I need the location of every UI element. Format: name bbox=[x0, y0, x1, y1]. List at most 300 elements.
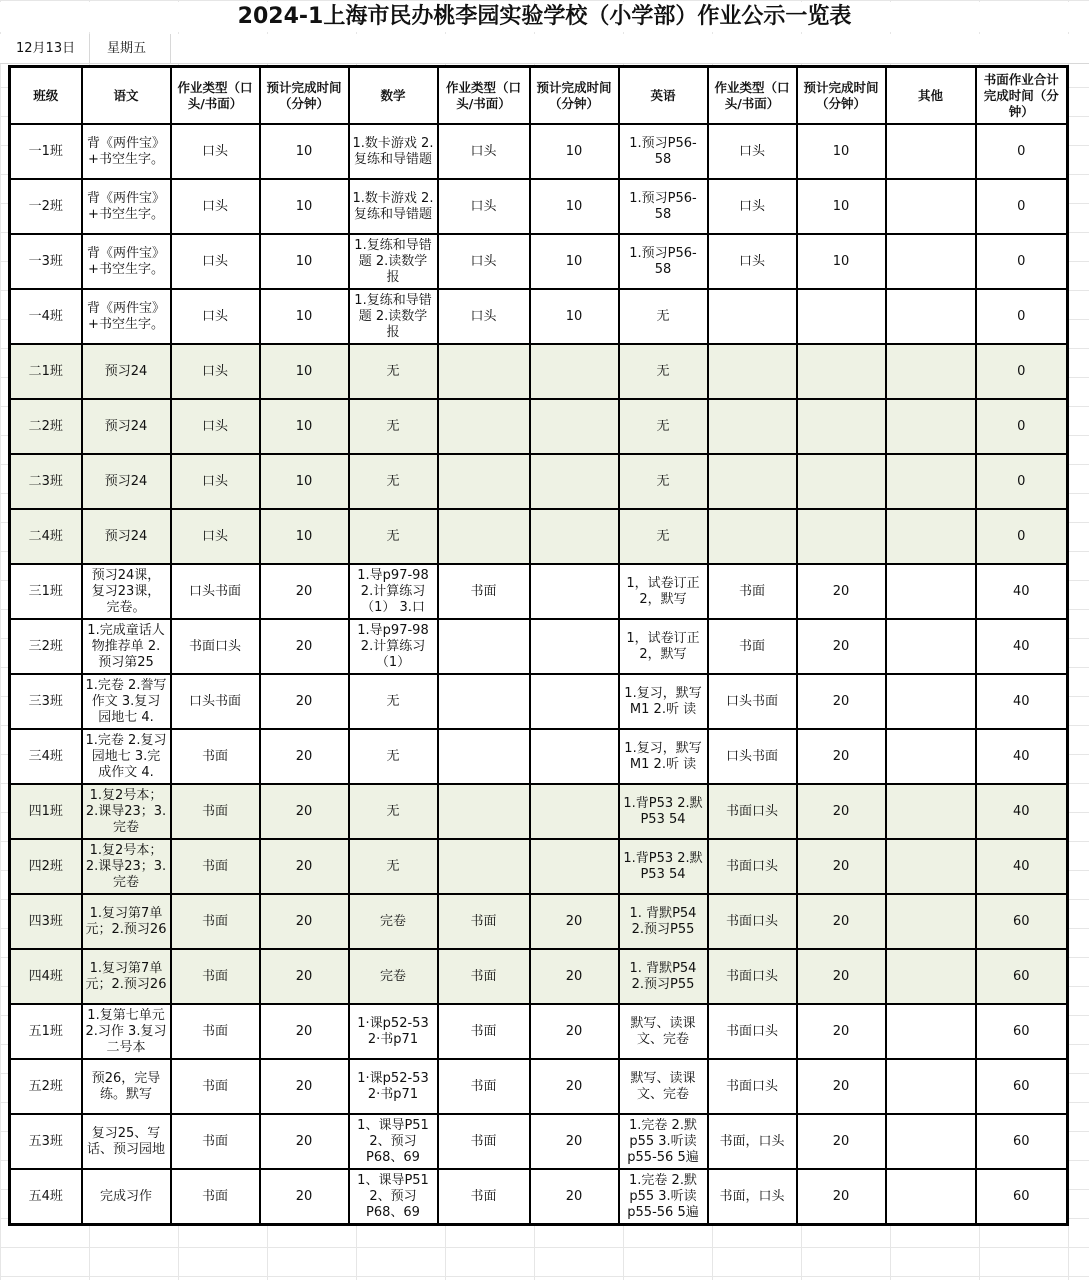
total-time-cell-text: 60 bbox=[1012, 1133, 1030, 1149]
total-time-cell bbox=[976, 894, 1068, 949]
math-time-cell-text: 20 bbox=[565, 1078, 583, 1094]
math-time-cell-text: 20 bbox=[565, 1133, 583, 1149]
english-cell bbox=[619, 674, 708, 729]
total-time-cell-text: 40 bbox=[1012, 583, 1030, 599]
other-cell bbox=[886, 1004, 976, 1059]
chinese-time-cell-text: 20 bbox=[295, 693, 313, 709]
chinese-time-header: 预计完成时间（分钟） bbox=[260, 67, 349, 125]
chinese-cell-text: 1.复2号本；2.课导23；3.完卷 bbox=[85, 842, 167, 890]
chinese-cell-text: 1.复2号本；2.课导23；3.完卷 bbox=[85, 787, 167, 835]
math-time-cell bbox=[530, 619, 619, 674]
chinese-type-cell bbox=[171, 1004, 260, 1059]
math-cell-text: 1、课导P51 2、预习P68、69 bbox=[357, 1117, 429, 1165]
class-cell bbox=[10, 784, 82, 839]
chinese-type-cell bbox=[171, 454, 260, 509]
table-row bbox=[10, 1169, 1068, 1225]
math-time-cell-text: 20 bbox=[565, 1023, 583, 1039]
other-cell bbox=[886, 399, 976, 454]
total-time-cell bbox=[976, 399, 1068, 454]
chinese-cell-text: 1.复习第7单元；2.预习26 bbox=[85, 905, 167, 937]
english-type-cell bbox=[708, 454, 797, 509]
other-cell bbox=[886, 564, 976, 619]
chinese-time-cell-text: 20 bbox=[295, 913, 313, 929]
english-time-cell-text: 10 bbox=[832, 198, 850, 214]
english-time-cell bbox=[797, 509, 886, 564]
chinese-cell-text: 1.完卷 2.复习园地七 3.完成作文 4. bbox=[85, 732, 167, 780]
math-cell-text: 无 bbox=[386, 693, 400, 709]
math-time-cell bbox=[530, 1114, 619, 1169]
english-type-cell bbox=[708, 289, 797, 344]
english-time-cell-text: 20 bbox=[832, 913, 850, 929]
table-row bbox=[10, 949, 1068, 1004]
math-time-cell bbox=[530, 124, 619, 179]
chinese-cell bbox=[82, 454, 171, 509]
chinese-type-cell-text: 口头 bbox=[201, 418, 228, 434]
chinese-time-cell-text: 20 bbox=[295, 968, 313, 984]
math-time-cell bbox=[530, 344, 619, 399]
table-row bbox=[10, 179, 1068, 234]
math-time-cell-text: 20 bbox=[565, 1188, 583, 1204]
math-cell-text: 完卷 bbox=[379, 913, 406, 929]
math-type-cell bbox=[438, 1169, 530, 1225]
chinese-time-cell bbox=[260, 949, 349, 1004]
table-row bbox=[10, 729, 1068, 784]
class-cell-text: 二3班 bbox=[28, 473, 63, 489]
math-time-cell bbox=[530, 1004, 619, 1059]
english-time-cell bbox=[797, 344, 886, 399]
total-time-cell bbox=[976, 1169, 1068, 1225]
other-cell bbox=[886, 179, 976, 234]
class-cell-text: 一1班 bbox=[28, 143, 63, 159]
english-type-cell-text: 书面口头 bbox=[725, 858, 778, 874]
class-cell-text: 四2班 bbox=[28, 858, 63, 874]
table-row bbox=[10, 344, 1068, 399]
math-cell bbox=[349, 234, 438, 289]
chinese-time-cell bbox=[260, 124, 349, 179]
chinese-cell bbox=[82, 179, 171, 234]
math-cell bbox=[349, 784, 438, 839]
math-time-cell bbox=[530, 179, 619, 234]
math-time-cell-text: 10 bbox=[565, 253, 583, 269]
chinese-type-cell-text: 书面 bbox=[201, 748, 228, 764]
table-row bbox=[10, 784, 1068, 839]
math-time-cell bbox=[530, 784, 619, 839]
math-cell-text: 1.复练和导错题 2.读数学报 bbox=[354, 292, 432, 340]
chinese-header: 语文 bbox=[82, 67, 171, 125]
chinese-cell-text: 1.复习第7单元；2.预习26 bbox=[85, 960, 167, 992]
math-type-cell bbox=[438, 619, 530, 674]
chinese-time-cell bbox=[260, 454, 349, 509]
english-time-cell-text: 20 bbox=[832, 858, 850, 874]
english-type-cell-text: 书面口头 bbox=[725, 1078, 778, 1094]
chinese-type-cell-text: 书面 bbox=[201, 803, 228, 819]
chinese-time-cell bbox=[260, 399, 349, 454]
other-cell bbox=[886, 784, 976, 839]
total-time-cell bbox=[976, 1004, 1068, 1059]
chinese-type-cell bbox=[171, 1114, 260, 1169]
math-type-cell bbox=[438, 1114, 530, 1169]
chinese-time-cell-text: 10 bbox=[295, 143, 313, 159]
table-row bbox=[10, 509, 1068, 564]
english-time-cell bbox=[797, 289, 886, 344]
chinese-type-cell bbox=[171, 399, 260, 454]
total-time-cell bbox=[976, 289, 1068, 344]
math-time-cell bbox=[530, 839, 619, 894]
chinese-time-cell-text: 10 bbox=[295, 473, 313, 489]
english-type-cell-text: 书面口头 bbox=[725, 913, 778, 929]
chinese-time-cell-text: 20 bbox=[295, 1188, 313, 1204]
english-cell-text: 默写、读课文、完卷 bbox=[630, 1015, 696, 1047]
chinese-cell bbox=[82, 894, 171, 949]
class-cell bbox=[10, 1169, 82, 1225]
class-cell bbox=[10, 1114, 82, 1169]
math-cell-text: 无 bbox=[386, 528, 400, 544]
english-cell-text: 无 bbox=[656, 528, 670, 544]
english-type-header: 作业类型（口头/书面） bbox=[708, 67, 797, 125]
english-type-cell-text: 书面口头 bbox=[725, 1023, 778, 1039]
total-time-cell-text: 40 bbox=[1012, 638, 1030, 654]
math-cell bbox=[349, 839, 438, 894]
class-cell bbox=[10, 839, 82, 894]
class-cell bbox=[10, 454, 82, 509]
chinese-time-cell-text: 20 bbox=[295, 638, 313, 654]
table-row bbox=[10, 894, 1068, 949]
english-cell bbox=[619, 894, 708, 949]
math-cell-text: 无 bbox=[386, 858, 400, 874]
english-cell bbox=[619, 1169, 708, 1225]
english-cell-text: 无 bbox=[656, 473, 670, 489]
other-cell bbox=[886, 454, 976, 509]
class-header: 班级 bbox=[10, 67, 82, 125]
english-cell-text: 默写、读课文、完卷 bbox=[630, 1070, 696, 1102]
table-row bbox=[10, 399, 1068, 454]
english-time-cell-text: 20 bbox=[832, 1023, 850, 1039]
english-time-cell-text: 20 bbox=[832, 693, 850, 709]
math-cell bbox=[349, 674, 438, 729]
total-time-cell-text: 0 bbox=[1017, 143, 1026, 159]
chinese-time-cell bbox=[260, 1114, 349, 1169]
math-time-cell-text: 20 bbox=[565, 913, 583, 929]
math-cell-text: 1.导p97-98 2.计算练习（1） 3.口 bbox=[357, 567, 429, 615]
math-time-cell bbox=[530, 564, 619, 619]
chinese-cell bbox=[82, 1169, 171, 1225]
english-time-cell-text: 20 bbox=[832, 1133, 850, 1149]
chinese-cell bbox=[82, 619, 171, 674]
other-cell bbox=[886, 124, 976, 179]
class-cell-text: 四3班 bbox=[28, 913, 63, 929]
english-time-cell-text: 20 bbox=[832, 968, 850, 984]
math-cell bbox=[349, 949, 438, 1004]
english-time-cell bbox=[797, 564, 886, 619]
math-type-cell bbox=[438, 564, 530, 619]
english-cell-text: 1.完卷 2.默p55 3.听读p55-56 5遍 bbox=[627, 1172, 699, 1220]
english-type-cell-text: 口头书面 bbox=[725, 693, 778, 709]
total-time-cell-text: 40 bbox=[1012, 803, 1030, 819]
math-type-cell bbox=[438, 179, 530, 234]
math-time-cell bbox=[530, 894, 619, 949]
english-type-cell-text: 书面口头 bbox=[725, 803, 778, 819]
math-time-cell bbox=[530, 234, 619, 289]
math-cell-text: 完卷 bbox=[379, 968, 406, 984]
class-cell bbox=[10, 179, 82, 234]
table-row bbox=[10, 234, 1068, 289]
chinese-type-cell bbox=[171, 234, 260, 289]
math-cell-text: 1·课p52-53 2·书p71 bbox=[357, 1070, 429, 1102]
chinese-cell bbox=[82, 564, 171, 619]
chinese-cell-text: 预习24 bbox=[104, 418, 148, 434]
math-cell-text: 1.数卡游戏 2.复练和导错题 bbox=[352, 190, 434, 222]
chinese-time-cell bbox=[260, 344, 349, 399]
chinese-type-cell bbox=[171, 839, 260, 894]
total-time-cell-text: 0 bbox=[1017, 528, 1026, 544]
class-cell-text: 一2班 bbox=[28, 198, 63, 214]
total-time-cell bbox=[976, 839, 1068, 894]
chinese-type-cell bbox=[171, 729, 260, 784]
chinese-type-cell-text: 书面 bbox=[201, 1133, 228, 1149]
english-cell-text: 1. 背默P54 2.预习P55 bbox=[629, 960, 697, 992]
english-time-cell-text: 10 bbox=[832, 253, 850, 269]
chinese-time-cell bbox=[260, 179, 349, 234]
chinese-time-cell-text: 10 bbox=[295, 253, 313, 269]
table-row bbox=[10, 1059, 1068, 1114]
english-time-cell bbox=[797, 1169, 886, 1225]
other-cell bbox=[886, 674, 976, 729]
english-cell-text: 1，试卷订正 2，默写 bbox=[626, 575, 700, 607]
english-cell bbox=[619, 1114, 708, 1169]
other-cell bbox=[886, 344, 976, 399]
total-time-cell-text: 0 bbox=[1017, 473, 1026, 489]
chinese-cell-text: 背《两件宝》+书空生字。 bbox=[86, 245, 165, 277]
math-time-cell-text: 10 bbox=[565, 143, 583, 159]
class-cell bbox=[10, 1059, 82, 1114]
chinese-type-cell bbox=[171, 949, 260, 1004]
math-cell bbox=[349, 509, 438, 564]
math-type-cell-text: 书面 bbox=[470, 1078, 497, 1094]
chinese-time-cell-text: 20 bbox=[295, 1078, 313, 1094]
english-type-cell bbox=[708, 619, 797, 674]
english-time-cell bbox=[797, 784, 886, 839]
english-type-cell bbox=[708, 894, 797, 949]
math-time-cell-text: 10 bbox=[565, 308, 583, 324]
math-time-cell bbox=[530, 1169, 619, 1225]
math-type-cell bbox=[438, 839, 530, 894]
chinese-cell-text: 1.完卷 2.誊写作文 3.复习园地七 4. bbox=[85, 677, 167, 725]
math-type-cell bbox=[438, 289, 530, 344]
chinese-type-cell-text: 口头 bbox=[201, 473, 228, 489]
chinese-time-cell bbox=[260, 564, 349, 619]
math-type-cell bbox=[438, 454, 530, 509]
math-type-cell bbox=[438, 674, 530, 729]
table-row bbox=[10, 1004, 1068, 1059]
math-cell bbox=[349, 399, 438, 454]
chinese-time-cell bbox=[260, 839, 349, 894]
class-cell bbox=[10, 674, 82, 729]
english-type-cell-text: 书面，口头 bbox=[719, 1133, 785, 1149]
other-cell bbox=[886, 619, 976, 674]
total-time-cell-text: 40 bbox=[1012, 858, 1030, 874]
english-cell-text: 无 bbox=[656, 418, 670, 434]
english-type-cell bbox=[708, 124, 797, 179]
chinese-time-cell bbox=[260, 894, 349, 949]
chinese-cell bbox=[82, 839, 171, 894]
chinese-type-cell-text: 口头 bbox=[201, 528, 228, 544]
math-time-cell bbox=[530, 729, 619, 784]
total-time-cell bbox=[976, 949, 1068, 1004]
chinese-cell-text: 复习25、写话、预习园地 bbox=[86, 1125, 165, 1157]
total-time-cell bbox=[976, 344, 1068, 399]
english-time-cell bbox=[797, 894, 886, 949]
math-header: 数学 bbox=[349, 67, 438, 125]
chinese-cell-text: 背《两件宝》+书空生字。 bbox=[86, 300, 165, 332]
english-time-cell bbox=[797, 949, 886, 1004]
english-cell-text: 无 bbox=[656, 363, 670, 379]
total-time-cell-text: 0 bbox=[1017, 418, 1026, 434]
english-time-cell-text: 20 bbox=[832, 748, 850, 764]
total-time-cell bbox=[976, 564, 1068, 619]
chinese-time-cell-text: 20 bbox=[295, 858, 313, 874]
english-time-cell bbox=[797, 1004, 886, 1059]
english-time-cell-text: 20 bbox=[832, 583, 850, 599]
class-cell bbox=[10, 289, 82, 344]
english-type-cell-text: 书面 bbox=[738, 638, 765, 654]
chinese-type-cell-text: 口头 bbox=[201, 253, 228, 269]
chinese-cell-text: 预习24 bbox=[104, 528, 148, 544]
english-cell bbox=[619, 1004, 708, 1059]
english-time-cell bbox=[797, 729, 886, 784]
math-type-cell-text: 书面 bbox=[470, 583, 497, 599]
total-time-cell-text: 40 bbox=[1012, 748, 1030, 764]
other-cell bbox=[886, 839, 976, 894]
english-time-cell bbox=[797, 674, 886, 729]
chinese-time-cell bbox=[260, 509, 349, 564]
total-time-cell bbox=[976, 674, 1068, 729]
class-cell bbox=[10, 509, 82, 564]
chinese-cell-text: 1.复第七单元 2.习作 3.复习二号本 bbox=[85, 1007, 167, 1055]
math-cell bbox=[349, 564, 438, 619]
chinese-time-cell-text: 10 bbox=[295, 418, 313, 434]
class-cell-text: 三4班 bbox=[28, 748, 63, 764]
chinese-type-cell bbox=[171, 509, 260, 564]
other-cell bbox=[886, 234, 976, 289]
chinese-time-cell-text: 10 bbox=[295, 363, 313, 379]
chinese-cell-text: 预习24课，复习23课，完卷。 bbox=[91, 567, 161, 615]
chinese-time-cell-text: 10 bbox=[295, 198, 313, 214]
chinese-type-cell-text: 书面 bbox=[201, 1188, 228, 1204]
math-type-cell bbox=[438, 234, 530, 289]
chinese-time-cell bbox=[260, 729, 349, 784]
english-cell bbox=[619, 784, 708, 839]
chinese-type-cell bbox=[171, 179, 260, 234]
english-time-cell-text: 20 bbox=[832, 803, 850, 819]
chinese-type-cell bbox=[171, 1059, 260, 1114]
math-time-cell bbox=[530, 949, 619, 1004]
class-cell-text: 三3班 bbox=[28, 693, 63, 709]
chinese-type-cell-text: 书面 bbox=[201, 913, 228, 929]
total-time-cell bbox=[976, 784, 1068, 839]
chinese-cell bbox=[82, 234, 171, 289]
class-cell bbox=[10, 949, 82, 1004]
chinese-type-header: 作业类型（口头/书面） bbox=[171, 67, 260, 125]
chinese-type-cell bbox=[171, 124, 260, 179]
total-time-cell-text: 0 bbox=[1017, 308, 1026, 324]
english-type-cell bbox=[708, 179, 797, 234]
math-type-cell bbox=[438, 124, 530, 179]
math-type-cell-text: 口头 bbox=[470, 198, 497, 214]
chinese-cell bbox=[82, 1059, 171, 1114]
class-cell-text: 五4班 bbox=[28, 1188, 63, 1204]
chinese-type-cell-text: 口头 bbox=[201, 143, 228, 159]
english-cell bbox=[619, 179, 708, 234]
class-cell bbox=[10, 619, 82, 674]
math-time-header: 预计完成时间（分钟） bbox=[530, 67, 619, 125]
math-cell-text: 无 bbox=[386, 418, 400, 434]
english-cell bbox=[619, 949, 708, 1004]
chinese-type-cell bbox=[171, 674, 260, 729]
english-time-cell-text: 20 bbox=[832, 1078, 850, 1094]
chinese-type-cell-text: 书面 bbox=[201, 1023, 228, 1039]
chinese-type-cell-text: 口头 bbox=[201, 308, 228, 324]
chinese-type-cell-text: 口头 bbox=[201, 198, 228, 214]
chinese-type-cell-text: 书面 bbox=[201, 858, 228, 874]
total-time-cell-text: 40 bbox=[1012, 693, 1030, 709]
english-cell-text: 1.复习，默写M1 2.听 读 bbox=[624, 740, 702, 772]
chinese-type-cell-text: 书面口头 bbox=[188, 638, 241, 654]
english-time-cell bbox=[797, 124, 886, 179]
english-time-cell bbox=[797, 234, 886, 289]
date-row bbox=[0, 34, 1089, 64]
math-type-cell-text: 书面 bbox=[470, 1133, 497, 1149]
math-type-cell-text: 书面 bbox=[470, 1023, 497, 1039]
class-cell bbox=[10, 399, 82, 454]
chinese-time-cell-text: 20 bbox=[295, 748, 313, 764]
math-type-cell bbox=[438, 949, 530, 1004]
table-row bbox=[10, 619, 1068, 674]
english-time-cell bbox=[797, 399, 886, 454]
english-type-cell bbox=[708, 729, 797, 784]
math-type-cell-text: 口头 bbox=[470, 308, 497, 324]
total-time-header: 书面作业合计完成时间（分钟） bbox=[976, 67, 1068, 125]
math-cell bbox=[349, 1004, 438, 1059]
chinese-cell bbox=[82, 674, 171, 729]
table-row bbox=[10, 839, 1068, 894]
chinese-time-cell bbox=[260, 234, 349, 289]
other-header: 其他 bbox=[886, 67, 976, 125]
english-time-cell bbox=[797, 619, 886, 674]
math-time-cell bbox=[530, 509, 619, 564]
english-cell-text: 1.完卷 2.默p55 3.听读p55-56 5遍 bbox=[627, 1117, 699, 1165]
total-time-cell bbox=[976, 509, 1068, 564]
chinese-type-cell bbox=[171, 289, 260, 344]
chinese-type-cell bbox=[171, 344, 260, 399]
class-cell-text: 二2班 bbox=[28, 418, 63, 434]
chinese-time-cell bbox=[260, 784, 349, 839]
table-row bbox=[10, 454, 1068, 509]
english-type-cell bbox=[708, 839, 797, 894]
chinese-cell-text: 完成习作 bbox=[99, 1188, 152, 1204]
english-type-cell-text: 口头 bbox=[738, 253, 765, 269]
english-header: 英语 bbox=[619, 67, 708, 125]
math-time-cell bbox=[530, 1059, 619, 1114]
math-cell bbox=[349, 619, 438, 674]
chinese-time-cell bbox=[260, 1004, 349, 1059]
chinese-cell-text: 预习24 bbox=[104, 473, 148, 489]
english-type-cell-text: 口头 bbox=[738, 143, 765, 159]
chinese-time-cell bbox=[260, 674, 349, 729]
chinese-cell bbox=[82, 729, 171, 784]
chinese-type-cell bbox=[171, 1169, 260, 1225]
english-cell bbox=[619, 399, 708, 454]
table-row bbox=[10, 124, 1068, 179]
